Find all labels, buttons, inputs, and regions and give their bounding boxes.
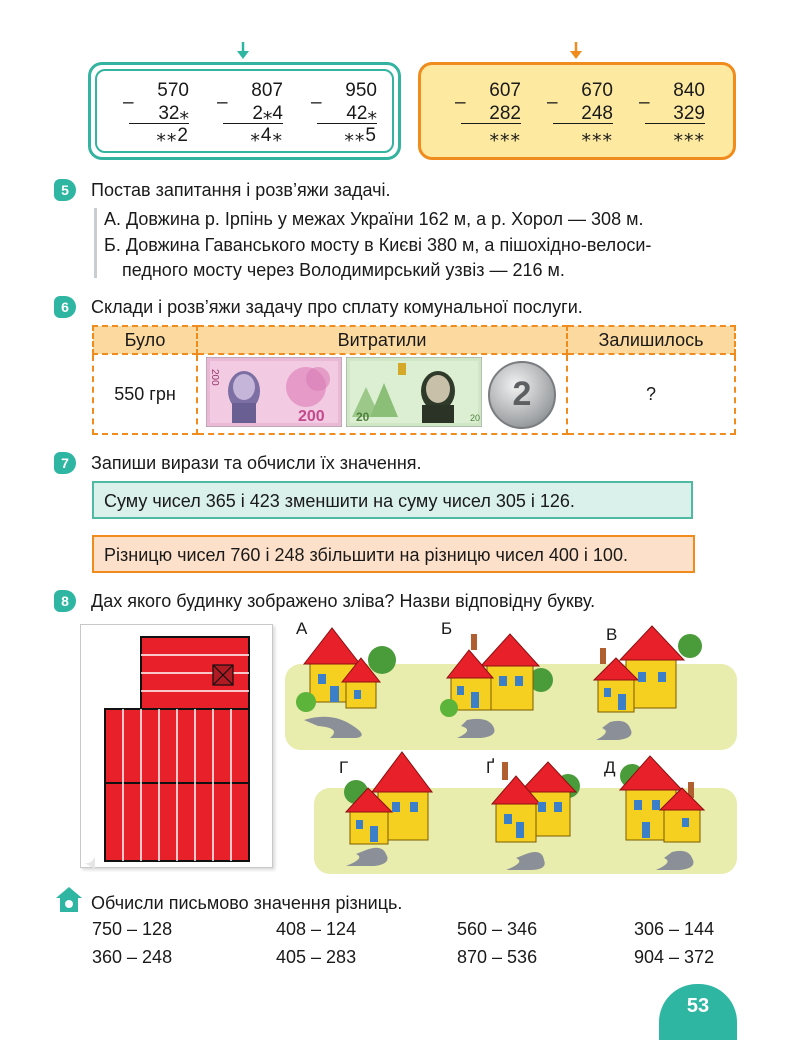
task-title: Постав запитання і розв’яжи задачі. [91, 180, 391, 200]
banknote-200-image [206, 357, 342, 427]
expression: 870 – 536 [457, 947, 538, 967]
roof-plan-paper [80, 624, 273, 868]
svg-text:20: 20 [356, 410, 370, 424]
option-letter: Б [441, 619, 453, 638]
expression: 405 – 283 [276, 947, 357, 967]
expression: 408 – 124 [276, 919, 357, 939]
house-v-image [590, 622, 710, 742]
page-number: 53 [659, 984, 737, 1040]
option-letter: Д [604, 758, 616, 777]
home-task-icon [54, 884, 84, 914]
table-header: Витратили [197, 326, 567, 354]
expression: 560 – 346 [457, 919, 538, 939]
house-g-prime-image [486, 756, 586, 872]
subtraction-column: – 607 282 ⁎⁎⁎ [455, 80, 521, 146]
house-d-image [612, 752, 722, 872]
task-title: Склади і розв’яжи задачу про сплату комунальної послуги. [91, 297, 583, 317]
subtraction-column: – 840 329 ⁎⁎⁎ [639, 80, 705, 146]
house-g-image [336, 746, 446, 870]
svg-text:200: 200 [298, 408, 325, 425]
option-letter: Г [339, 758, 349, 777]
divider-bar [94, 208, 97, 278]
subtraction-column: – 670 248 ⁎⁎⁎ [547, 80, 613, 146]
svg-text:20: 20 [470, 413, 481, 423]
chimney-mark [213, 665, 233, 685]
task-number-badge: 5 [54, 179, 76, 201]
green-exercise-box [88, 62, 401, 160]
subtraction-column: – 807 2⁎4 ⁎4⁎ [217, 80, 283, 146]
expression: 360 – 248 [92, 947, 173, 967]
table-header: Залишилось [567, 326, 735, 354]
banknote-20-image [346, 357, 482, 427]
down-arrow-icon [569, 42, 583, 60]
task-number-badge: 6 [54, 296, 76, 318]
task-text: А. Довжина р. Ірпінь у межах України 162 м, а р. Хорол — 308 м. [104, 209, 644, 229]
task-number-badge: 7 [54, 452, 76, 474]
roof-plan-drawing [81, 625, 274, 869]
coin-2-image: 2 [488, 361, 556, 429]
expression: 306 – 144 [634, 919, 715, 939]
expression-box-green: Суму чисел 365 і 423 зменшити на суму чисел 305 і 126. [92, 481, 693, 519]
option-letter: Ґ [486, 758, 495, 777]
task-text: Б. Довжина Гаванського мосту в Києві 380 м, а пішохідно-велоси- [104, 235, 652, 255]
left-amount: ? [567, 354, 735, 434]
house-a-image [290, 620, 400, 740]
task-text: педного мосту через Володимирський узвіз — 216 м. [122, 260, 565, 280]
task-title: Запиши вирази та обчисли їх значення. [91, 453, 422, 473]
expression: 904 – 372 [634, 947, 715, 967]
homework-title: Обчисли письмово значення різниць. [91, 893, 403, 913]
task-title: Дах якого будинку зображено зліва? Назви відповідну букву. [91, 591, 596, 611]
task-number-badge: 8 [54, 590, 76, 612]
table-header: Було [93, 326, 197, 354]
svg-text:200: 200 [209, 369, 220, 386]
expression: 750 – 128 [92, 919, 173, 939]
option-letter: В [606, 625, 618, 644]
orange-exercise-box [418, 62, 736, 160]
expression-box-orange: Різницю чисел 760 і 248 збільшити на різницю чисел 400 і 100. [92, 535, 695, 573]
subtraction-column: – 950 42⁎ ⁎⁎5 [311, 80, 377, 146]
house-b-image [437, 620, 557, 740]
subtraction-column: – 570 32⁎ ⁎⁎2 [123, 80, 189, 146]
option-letter: А [296, 619, 308, 638]
had-amount: 550 грн [93, 354, 197, 434]
down-arrow-icon [236, 42, 250, 60]
